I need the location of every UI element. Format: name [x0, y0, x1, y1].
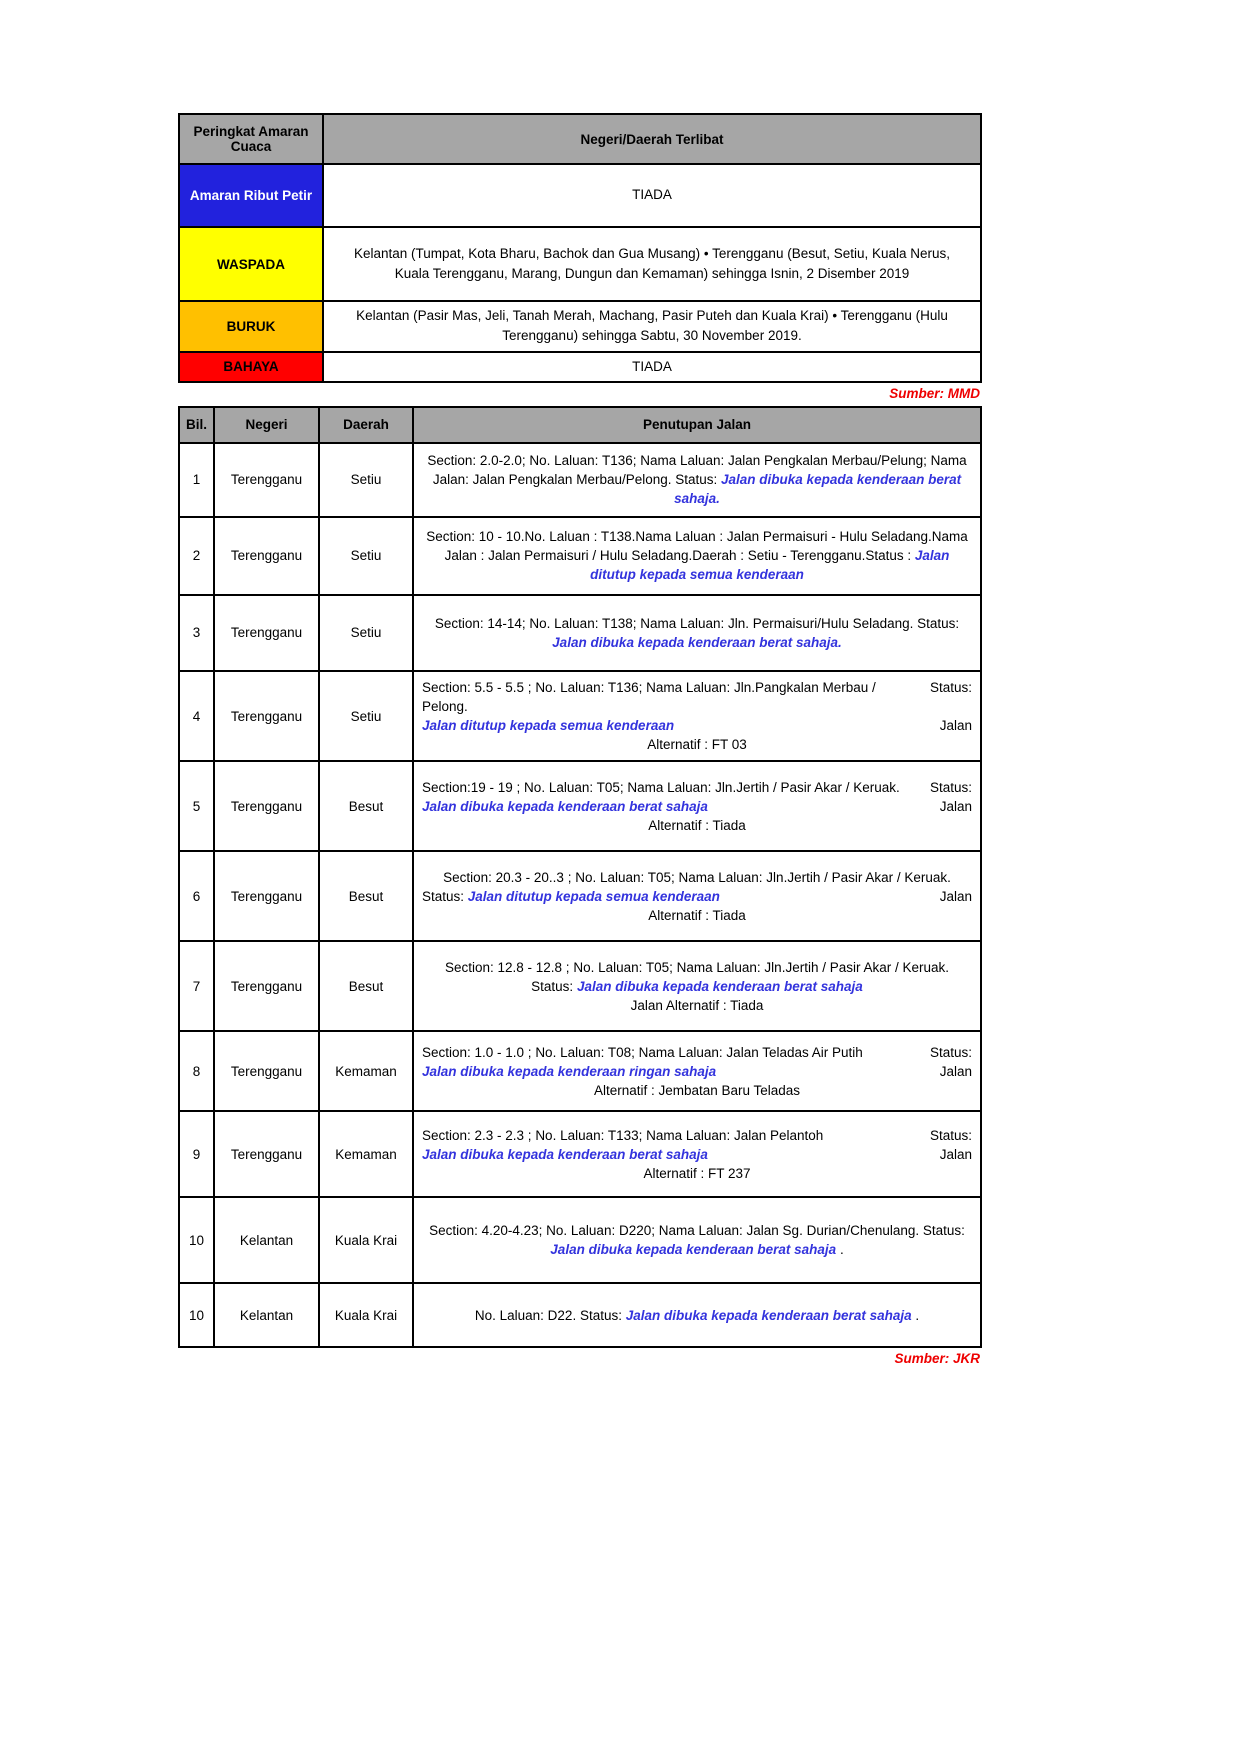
cell-negeri: Terengganu — [214, 941, 319, 1031]
cell-penutupan-jalan — [413, 1031, 981, 1111]
cell-bil: 3 — [179, 595, 214, 671]
detail-text: Section: 5.5 - 5.5 ; No. Laluan: T136; Nama Laluan: Jln.Pangkalan Merbau / Pelong. — [422, 679, 876, 714]
cell-penutupan-jalan — [413, 595, 981, 671]
warning-header-areas: Negeri/Daerah Terlibat — [323, 114, 981, 164]
cell-negeri: Kelantan — [214, 1197, 319, 1283]
cell-daerah: Setiu — [319, 671, 413, 762]
table-row — [179, 595, 981, 671]
detail-text: No. Laluan: D22. Status: — [474, 1307, 626, 1323]
cell-negeri: Kelantan — [214, 1283, 319, 1347]
cell-bil: 9 — [179, 1111, 214, 1197]
cell-negeri: Terengganu — [214, 851, 319, 941]
detail-text: Status: — [422, 888, 468, 904]
closure-line — [422, 816, 972, 835]
table-row — [179, 517, 981, 595]
detail-text: Alternatif : Tiada — [648, 907, 746, 923]
closure-line-right — [940, 1145, 972, 1164]
closure-line — [422, 797, 972, 816]
table-row — [179, 1031, 981, 1111]
closure-line — [422, 451, 972, 508]
source-jkr-label: Sumber: JKR — [894, 1351, 980, 1367]
cell-bil: 6 — [179, 851, 214, 941]
cell-daerah: Setiu — [319, 517, 413, 595]
closure-line-right — [930, 778, 972, 797]
warning-level-cell: Amaran Ribut Petir — [179, 164, 323, 227]
warning-areas-cell: Kelantan (Tumpat, Kota Bharu, Bachok dan Gua Musang) • Terengganu (Besut, Setiu, Kuala Nerus, Kuala Terengganu, Marang, Dungun dan Kemaman) sehingga Isnin, 2 Disember 2019 — [323, 227, 981, 301]
cell-penutupan-jalan — [413, 1283, 981, 1347]
detail-text: Status: — [929, 1127, 972, 1143]
table-row — [179, 443, 981, 517]
detail-text: . — [911, 1307, 920, 1323]
cell-penutupan-jalan — [413, 671, 981, 762]
table-row — [179, 1111, 981, 1197]
status-text: Jalan dibuka kepada kenderaan berat sahaja. — [552, 634, 842, 650]
warning-row — [179, 227, 981, 301]
detail-text: Status: — [929, 679, 972, 695]
closure-line — [422, 1164, 972, 1183]
cell-bil: 2 — [179, 517, 214, 595]
closure-line — [422, 1145, 972, 1164]
detail-text: Section: 2.3 - 2.3 ; No. Laluan: T133; Nama Laluan: Jalan Pelantoh — [422, 1127, 824, 1143]
closure-line — [422, 716, 972, 735]
cell-negeri: Terengganu — [214, 1111, 319, 1197]
closure-line-left — [422, 678, 920, 716]
detail-text: Jalan — [939, 718, 972, 734]
closure-line-right — [940, 716, 972, 735]
closure-line-left — [422, 778, 900, 797]
detail-text: Status: — [531, 978, 577, 994]
warning-areas-cell: TIADA — [323, 352, 981, 382]
closure-line — [422, 614, 972, 652]
source-mmd-label: Sumber: MMD — [889, 385, 980, 401]
cell-negeri: Terengganu — [214, 671, 319, 762]
cell-daerah: Kemaman — [319, 1111, 413, 1197]
cell-daerah: Besut — [319, 851, 413, 941]
cell-bil: 10 — [179, 1283, 214, 1347]
cell-bil: 5 — [179, 761, 214, 851]
closure-line — [422, 958, 972, 977]
table-row — [179, 851, 981, 941]
cell-daerah: Setiu — [319, 595, 413, 671]
detail-text: Status: — [929, 779, 972, 795]
detail-text: Status: — [929, 1044, 972, 1060]
cell-daerah: Besut — [319, 761, 413, 851]
status-text: Jalan ditutup kepada semua kenderaan — [467, 888, 720, 904]
cell-bil: 4 — [179, 671, 214, 762]
closure-line-left — [422, 797, 708, 816]
closure-line-right — [940, 797, 972, 816]
detail-text: Section: 20.3 - 20..3 ; No. Laluan: T05; Nama Laluan: Jln.Jertih / Pasir Akar / Keruak. — [443, 869, 951, 885]
closure-line — [422, 868, 972, 887]
cell-negeri: Terengganu — [214, 595, 319, 671]
warning-areas-cell: TIADA — [323, 164, 981, 227]
closure-line — [422, 735, 972, 754]
warning-level-cell: WASPADA — [179, 227, 323, 301]
warning-table-body — [179, 164, 981, 382]
closure-line — [422, 778, 972, 797]
closure-line — [422, 887, 972, 906]
road-column-header: Daerah — [319, 407, 413, 443]
cell-penutupan-jalan — [413, 443, 981, 517]
road-table-body — [179, 443, 981, 1348]
cell-penutupan-jalan — [413, 761, 981, 851]
cell-daerah: Setiu — [319, 443, 413, 517]
cell-bil: 10 — [179, 1197, 214, 1283]
status-text: Jalan dibuka kepada kenderaan berat sahaja — [625, 1307, 912, 1323]
table-row — [179, 761, 981, 851]
table-row — [179, 941, 981, 1031]
cell-bil: 8 — [179, 1031, 214, 1111]
closure-line-left — [422, 1126, 823, 1145]
detail-text: Section: 10 - 10.No. Laluan : T138.Nama Laluan : Jalan Permaisuri - Hulu Seladang.Nama Jalan : Jalan Permaisuri / Hulu Seladang.Daerah : Setiu - Terengganu.Status : — [426, 529, 968, 564]
detail-text: Jalan — [939, 1063, 972, 1079]
warning-level-cell: BAHAYA — [179, 352, 323, 382]
cell-penutupan-jalan — [413, 1111, 981, 1197]
road-table-header-row — [179, 407, 981, 443]
detail-text: Alternatif : FT 03 — [647, 737, 747, 753]
cell-penutupan-jalan — [413, 941, 981, 1031]
closure-line-left — [422, 1062, 716, 1081]
table-row — [179, 671, 981, 762]
closure-line-right — [940, 887, 972, 906]
cell-bil: 7 — [179, 941, 214, 1031]
warning-row — [179, 301, 981, 352]
cell-daerah: Besut — [319, 941, 413, 1031]
detail-text: Section:19 - 19 ; No. Laluan: T05; Nama Laluan: Jln.Jertih / Pasir Akar / Keruak. — [422, 779, 900, 795]
cell-negeri: Terengganu — [214, 517, 319, 595]
road-column-header: Bil. — [179, 407, 214, 443]
closure-line-left — [422, 887, 720, 906]
closure-line-right — [930, 678, 972, 716]
status-text: Jalan dibuka kepada kenderaan berat sahaja — [550, 1242, 837, 1258]
cell-penutupan-jalan — [413, 1197, 981, 1283]
closure-line — [422, 1062, 972, 1081]
closure-line-left — [422, 1145, 708, 1164]
cell-negeri: Terengganu — [214, 1031, 319, 1111]
status-text: Jalan ditutup kepada semua kenderaan — [590, 548, 950, 583]
detail-text: Jalan — [939, 888, 972, 904]
closure-line-right — [940, 1062, 972, 1081]
weather-warning-table — [178, 113, 982, 383]
warning-row — [179, 352, 981, 382]
detail-text: Section: 14-14; No. Laluan: T138; Nama Laluan: Jln. Permaisuri/Hulu Seladang. Status: — [434, 615, 960, 631]
closure-line — [422, 996, 972, 1015]
warning-row — [179, 164, 981, 227]
table-row — [179, 1283, 981, 1347]
detail-text: . — [836, 1242, 844, 1258]
detail-text: Alternatif : FT 237 — [643, 1165, 751, 1181]
cell-penutupan-jalan — [413, 851, 981, 941]
cell-bil: 1 — [179, 443, 214, 517]
closure-line-right — [930, 1126, 972, 1145]
closure-line — [422, 1126, 972, 1145]
status-text: Jalan dibuka kepada kenderaan berat sahaja — [576, 978, 863, 994]
warning-table-header-row — [179, 114, 981, 164]
table-row — [179, 1197, 981, 1283]
status-text: Jalan ditutup kepada semua kenderaan — [422, 718, 675, 734]
document-page — [178, 113, 982, 1371]
cell-negeri: Terengganu — [214, 443, 319, 517]
warning-header-level: Peringkat Amaran Cuaca — [179, 114, 323, 164]
detail-text: Jalan Alternatif : Tiada — [630, 997, 764, 1013]
detail-text: Section: 1.0 - 1.0 ; No. Laluan: T08; Nama Laluan: Jalan Teladas Air Putih — [422, 1044, 863, 1060]
closure-line-right — [930, 1043, 972, 1062]
cell-negeri: Terengganu — [214, 761, 319, 851]
warning-areas-cell: Kelantan (Pasir Mas, Jeli, Tanah Merah, Machang, Pasir Puteh dan Kuala Krai) • Terengganu (Hulu Terengganu) sehingga Sabtu, 30 November 2019. — [323, 301, 981, 352]
detail-text: Section: 12.8 - 12.8 ; No. Laluan: T05; Nama Laluan: Jln.Jertih / Pasir Akar / Keruak. — [444, 959, 950, 975]
road-column-header: Penutupan Jalan — [413, 407, 981, 443]
cell-daerah: Kemaman — [319, 1031, 413, 1111]
status-text: Jalan dibuka kepada kenderaan berat sahaja. — [674, 472, 962, 507]
closure-line — [422, 977, 972, 996]
closure-line — [422, 906, 972, 925]
status-text: Jalan dibuka kepada kenderaan ringan sahaja — [422, 1063, 717, 1079]
status-text: Jalan dibuka kepada kenderaan berat sahaja — [422, 798, 708, 814]
detail-text: Section: 4.20-4.23; No. Laluan: D220; Nama Laluan: Jalan Sg. Durian/Chenulang. Status: — [429, 1223, 965, 1239]
cell-daerah: Kuala Krai — [319, 1197, 413, 1283]
closure-line-left — [422, 716, 674, 735]
road-closure-table — [178, 406, 982, 1349]
closure-line — [422, 1043, 972, 1062]
cell-penutupan-jalan — [413, 517, 981, 595]
detail-text: Section: 2.0-2.0; No. Laluan: T136; Nama Laluan: Jalan Pengkalan Merbau/Pelung; Nama Jalan: Jalan Pengkalan Merbau/Pelong. Status: — [427, 453, 967, 488]
closure-line — [422, 678, 972, 716]
detail-text: Alternatif : Tiada — [648, 817, 746, 833]
closure-line-left — [422, 1043, 863, 1062]
road-column-header: Negeri — [214, 407, 319, 443]
detail-text: Jalan — [939, 798, 972, 814]
warning-level-cell: BURUK — [179, 301, 323, 352]
closure-line — [422, 527, 972, 584]
cell-daerah: Kuala Krai — [319, 1283, 413, 1347]
detail-text: Alternatif : Jembatan Baru Teladas — [593, 1082, 801, 1098]
status-text: Jalan dibuka kepada kenderaan berat sahaja — [422, 1146, 708, 1162]
closure-line — [422, 1221, 972, 1259]
closure-line — [422, 1306, 972, 1325]
closure-line — [422, 1081, 972, 1100]
detail-text: Jalan — [939, 1146, 972, 1162]
